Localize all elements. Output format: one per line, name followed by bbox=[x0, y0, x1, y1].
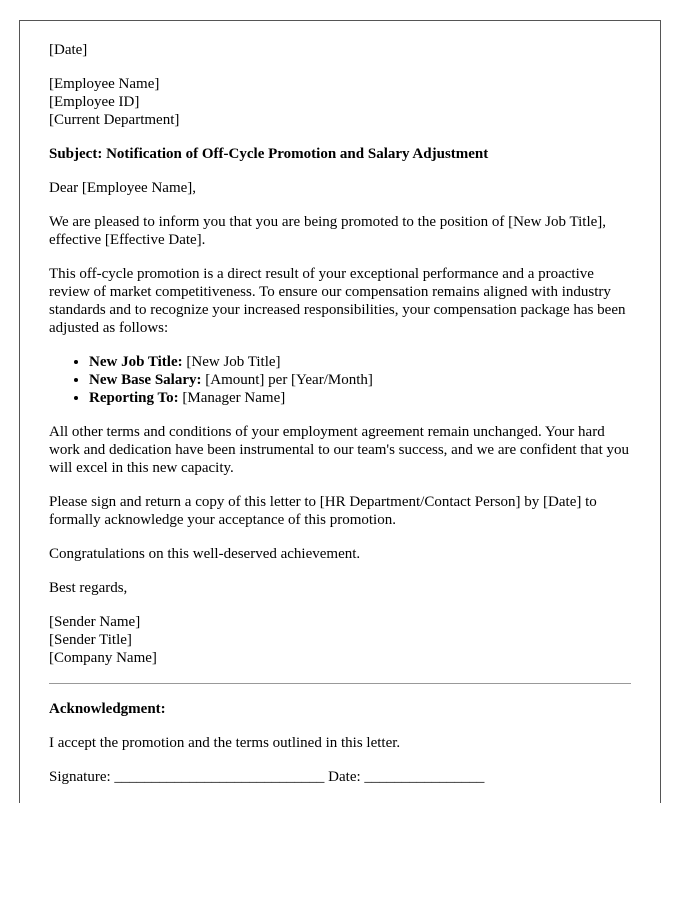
paragraph-congratulations: Congratulations on this well-deserved achievement. bbox=[49, 546, 361, 562]
current-department: [Current Department] bbox=[49, 112, 180, 128]
salutation: Dear [Employee Name], bbox=[49, 180, 197, 196]
subject-line: Subject: Notification of Off-Cycle Promotion and Salary Adjustment bbox=[49, 146, 489, 162]
promotion-details bbox=[49, 353, 631, 407]
sender-title: [Sender Title] bbox=[49, 632, 132, 648]
detail-value: [Amount] per [Year/Month] bbox=[201, 372, 373, 388]
detail-label: New Base Salary: bbox=[89, 372, 202, 388]
signature-label: Signature: bbox=[49, 769, 115, 785]
paragraph-terms: All other terms and conditions of your employment agreement remain unchanged. Your hard work and dedication have been instrumental to our team's success, and we are confident that you will excel in this new capacity. bbox=[49, 424, 630, 476]
detail-item bbox=[89, 371, 631, 389]
acknowledgment-text: I accept the promotion and the terms outlined in this letter. bbox=[49, 735, 401, 751]
paragraph-reason: This off-cycle promotion is a direct result of your exceptional performance and a proactive review of market competitiveness. To ensure our compensation remains aligned with industry standards and to recognize your increased responsibilities, your compensation package has been adjusted as follows: bbox=[49, 266, 626, 336]
paragraph-promotion: We are pleased to inform you that you are being promoted to the position of [New Job Title], effective [Effective Date]. bbox=[49, 214, 607, 248]
company-name: [Company Name] bbox=[49, 650, 157, 666]
paragraph-sign-return: Please sign and return a copy of this letter to [HR Department/Contact Person] by [Date] to formally acknowledge your acceptance of this promotion. bbox=[49, 494, 597, 528]
signature-row bbox=[49, 768, 631, 786]
detail-label: New Job Title: bbox=[89, 354, 183, 370]
signature-line: ____________________________ bbox=[114, 769, 325, 785]
sender-block bbox=[49, 613, 631, 667]
letter bbox=[19, 20, 661, 803]
employee-name: [Employee Name] bbox=[49, 76, 160, 92]
recipient-block bbox=[49, 75, 631, 129]
detail-label: Reporting To: bbox=[89, 390, 179, 406]
sender-name: [Sender Name] bbox=[49, 614, 141, 630]
detail-value: [New Job Title] bbox=[182, 354, 281, 370]
detail-item bbox=[89, 389, 631, 407]
detail-value: [Manager Name] bbox=[178, 390, 286, 406]
letter-date: [Date] bbox=[49, 42, 88, 58]
divider bbox=[49, 683, 631, 684]
detail-item bbox=[89, 353, 631, 371]
acknowledgment-heading: Acknowledgment: bbox=[49, 701, 166, 717]
closing: Best regards, bbox=[49, 580, 128, 596]
date-label: Date: bbox=[324, 769, 365, 785]
employee-id: [Employee ID] bbox=[49, 94, 140, 110]
date-line: ________________ bbox=[364, 769, 485, 785]
